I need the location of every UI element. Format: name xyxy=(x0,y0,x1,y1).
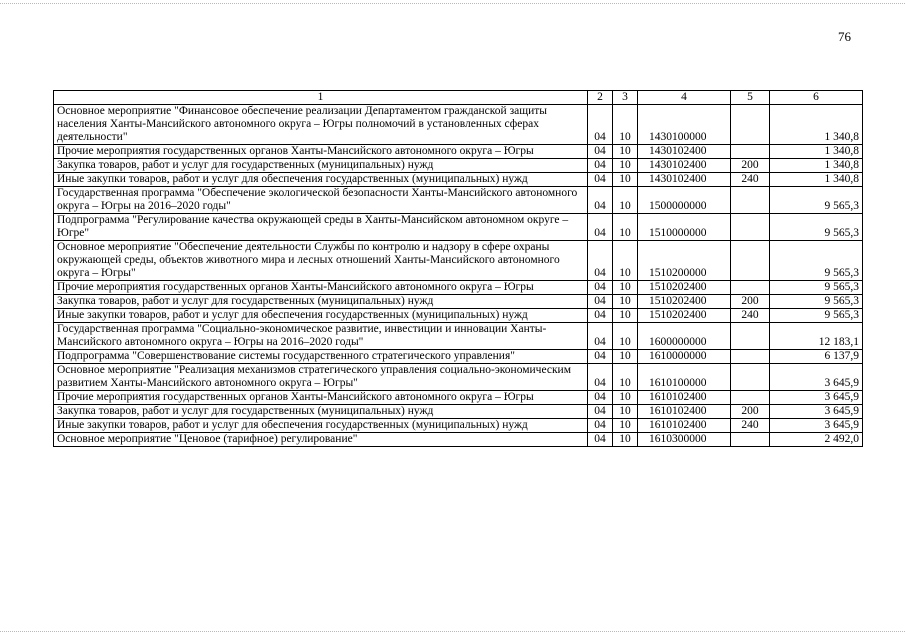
row-target-code-cell: 1610100000 xyxy=(638,364,731,391)
row-section-cell: 04 xyxy=(588,364,613,391)
row-target-code-cell: 1430102400 xyxy=(638,145,731,159)
row-section-cell: 04 xyxy=(588,241,613,281)
row-subsection-cell: 10 xyxy=(613,323,638,350)
table-row xyxy=(54,309,863,323)
row-subsection-cell: 10 xyxy=(613,309,638,323)
row-subsection-cell: 10 xyxy=(613,350,638,364)
page-number: 76 xyxy=(838,29,851,44)
scan-edge-top xyxy=(0,3,905,5)
row-amount-cell: 9 565,3 xyxy=(770,309,863,323)
row-expense-type-cell xyxy=(731,364,770,391)
row-target-code-cell: 1510202400 xyxy=(638,281,731,295)
row-amount-cell: 3 645,9 xyxy=(770,364,863,391)
row-target-code-cell: 1610000000 xyxy=(638,350,731,364)
row-expense-type-cell xyxy=(731,391,770,405)
row-expense-type-cell xyxy=(731,145,770,159)
row-target-code-cell: 1610300000 xyxy=(638,433,731,447)
header-col-2: 2 xyxy=(588,91,613,105)
table-row xyxy=(54,241,863,281)
row-name-cell: Иные закупки товаров, работ и услуг для обеспечения государственных (муниципальных) нужд xyxy=(54,419,588,433)
row-name-cell: Закупка товаров, работ и услуг для государственных (муниципальных) нужд xyxy=(54,405,588,419)
row-amount-cell: 9 565,3 xyxy=(770,214,863,241)
row-target-code-cell: 1610102400 xyxy=(638,419,731,433)
row-expense-type-cell: 240 xyxy=(731,419,770,433)
row-amount-cell: 6 137,9 xyxy=(770,350,863,364)
table-row xyxy=(54,391,863,405)
row-target-code-cell: 1500000000 xyxy=(638,187,731,214)
row-amount-cell: 1 340,8 xyxy=(770,145,863,159)
row-expense-type-cell xyxy=(731,187,770,214)
row-expense-type-cell: 200 xyxy=(731,405,770,419)
table-row xyxy=(54,159,863,173)
row-subsection-cell: 10 xyxy=(613,241,638,281)
row-name-cell: Основное мероприятие "Финансовое обеспечение реализации Департаментом гражданской защиты населения Ханты-Мансийского автономного округа – Югры полномочий в установленных сферах деятельности" xyxy=(54,105,588,145)
row-subsection-cell: 10 xyxy=(613,281,638,295)
row-expense-type-cell xyxy=(731,323,770,350)
row-expense-type-cell xyxy=(731,350,770,364)
row-name-cell: Закупка товаров, работ и услуг для государственных (муниципальных) нужд xyxy=(54,295,588,309)
row-name-cell: Основное мероприятие "Реализация механизмов стратегического управления социально-экономическим развитием Ханты-Мансийского автономного округа – Югры" xyxy=(54,364,588,391)
row-section-cell: 04 xyxy=(588,173,613,187)
row-amount-cell: 1 340,8 xyxy=(770,105,863,145)
row-target-code-cell: 1430102400 xyxy=(638,159,731,173)
row-expense-type-cell xyxy=(731,433,770,447)
row-target-code-cell: 1430102400 xyxy=(638,173,731,187)
row-name-cell: Иные закупки товаров, работ и услуг для обеспечения государственных (муниципальных) нужд xyxy=(54,309,588,323)
header-col-3: 3 xyxy=(613,91,638,105)
row-section-cell: 04 xyxy=(588,187,613,214)
table-row xyxy=(54,419,863,433)
row-amount-cell: 9 565,3 xyxy=(770,187,863,214)
table-row xyxy=(54,295,863,309)
row-name-cell: Иные закупки товаров, работ и услуг для обеспечения государственных (муниципальных) нужд xyxy=(54,173,588,187)
row-subsection-cell: 10 xyxy=(613,159,638,173)
row-expense-type-cell xyxy=(731,281,770,295)
table-row xyxy=(54,405,863,419)
table-row xyxy=(54,323,863,350)
table-row xyxy=(54,105,863,145)
row-target-code-cell: 1510200000 xyxy=(638,241,731,281)
row-amount-cell: 1 340,8 xyxy=(770,159,863,173)
row-subsection-cell: 10 xyxy=(613,173,638,187)
row-section-cell: 04 xyxy=(588,433,613,447)
header-col-4: 4 xyxy=(638,91,731,105)
header-col-5: 5 xyxy=(731,91,770,105)
row-expense-type-cell: 200 xyxy=(731,295,770,309)
row-section-cell: 04 xyxy=(588,323,613,350)
row-section-cell: 04 xyxy=(588,391,613,405)
row-expense-type-cell: 240 xyxy=(731,173,770,187)
row-subsection-cell: 10 xyxy=(613,145,638,159)
row-subsection-cell: 10 xyxy=(613,433,638,447)
budget-table xyxy=(53,90,863,447)
row-name-cell: Государственная программа "Социально-экономическое развитие, инвестиции и инновации Ханты-Мансийского автономного округа – Югры на 2016–2020 годы" xyxy=(54,323,588,350)
row-subsection-cell: 10 xyxy=(613,419,638,433)
row-target-code-cell: 1610102400 xyxy=(638,405,731,419)
table-row xyxy=(54,350,863,364)
row-expense-type-cell xyxy=(731,105,770,145)
table-header-row xyxy=(54,91,863,105)
row-subsection-cell: 10 xyxy=(613,405,638,419)
row-amount-cell: 3 645,9 xyxy=(770,405,863,419)
row-section-cell: 04 xyxy=(588,405,613,419)
row-amount-cell: 9 565,3 xyxy=(770,281,863,295)
table-body xyxy=(54,105,863,447)
header-col-6: 6 xyxy=(770,91,863,105)
row-amount-cell: 9 565,3 xyxy=(770,241,863,281)
row-name-cell: Закупка товаров, работ и услуг для государственных (муниципальных) нужд xyxy=(54,159,588,173)
row-subsection-cell: 10 xyxy=(613,391,638,405)
row-subsection-cell: 10 xyxy=(613,187,638,214)
row-target-code-cell: 1510202400 xyxy=(638,309,731,323)
row-target-code-cell: 1430100000 xyxy=(638,105,731,145)
row-amount-cell: 12 183,1 xyxy=(770,323,863,350)
row-section-cell: 04 xyxy=(588,309,613,323)
table-row xyxy=(54,214,863,241)
row-name-cell: Основное мероприятие "Ценовое (тарифное) регулирование" xyxy=(54,433,588,447)
table-row xyxy=(54,145,863,159)
table-row xyxy=(54,281,863,295)
row-name-cell: Прочие мероприятия государственных органов Ханты-Мансийского автономного округа – Югры xyxy=(54,391,588,405)
row-amount-cell: 3 645,9 xyxy=(770,419,863,433)
row-section-cell: 04 xyxy=(588,145,613,159)
row-target-code-cell: 1610102400 xyxy=(638,391,731,405)
row-target-code-cell: 1510202400 xyxy=(638,295,731,309)
row-name-cell: Прочие мероприятия государственных органов Ханты-Мансийского автономного округа – Югры xyxy=(54,281,588,295)
row-target-code-cell: 1600000000 xyxy=(638,323,731,350)
table-row xyxy=(54,433,863,447)
row-name-cell: Подпрограмма "Совершенствование системы государственного стратегического управления" xyxy=(54,350,588,364)
row-name-cell: Подпрограмма "Регулирование качества окружающей среды в Ханты-Мансийском автономном округе – Югре" xyxy=(54,214,588,241)
row-subsection-cell: 10 xyxy=(613,214,638,241)
table-row xyxy=(54,187,863,214)
row-amount-cell: 9 565,3 xyxy=(770,295,863,309)
row-section-cell: 04 xyxy=(588,295,613,309)
row-section-cell: 04 xyxy=(588,350,613,364)
row-expense-type-cell: 200 xyxy=(731,159,770,173)
row-expense-type-cell xyxy=(731,241,770,281)
row-amount-cell: 2 492,0 xyxy=(770,433,863,447)
row-name-cell: Государственная программа "Обеспечение экологической безопасности Ханты-Мансийского автономного округа – Югры на 2016–2020 годы" xyxy=(54,187,588,214)
row-subsection-cell: 10 xyxy=(613,295,638,309)
row-section-cell: 04 xyxy=(588,281,613,295)
row-target-code-cell: 1510000000 xyxy=(638,214,731,241)
row-section-cell: 04 xyxy=(588,105,613,145)
row-section-cell: 04 xyxy=(588,159,613,173)
scan-edge-bottom xyxy=(0,631,905,633)
row-name-cell: Прочие мероприятия государственных органов Ханты-Мансийского автономного округа – Югры xyxy=(54,145,588,159)
row-expense-type-cell xyxy=(731,214,770,241)
row-amount-cell: 1 340,8 xyxy=(770,173,863,187)
table-row xyxy=(54,364,863,391)
row-section-cell: 04 xyxy=(588,419,613,433)
row-expense-type-cell: 240 xyxy=(731,309,770,323)
header-col-1: 1 xyxy=(54,91,588,105)
row-name-cell: Основное мероприятие "Обеспечение деятельности Службы по контролю и надзору в сфере охраны окружающей среды, объектов животного мира и лесных отношений Ханты-Мансийского автономного округа – Югры" xyxy=(54,241,588,281)
row-amount-cell: 3 645,9 xyxy=(770,391,863,405)
row-subsection-cell: 10 xyxy=(613,105,638,145)
row-section-cell: 04 xyxy=(588,214,613,241)
table-row xyxy=(54,173,863,187)
row-subsection-cell: 10 xyxy=(613,364,638,391)
